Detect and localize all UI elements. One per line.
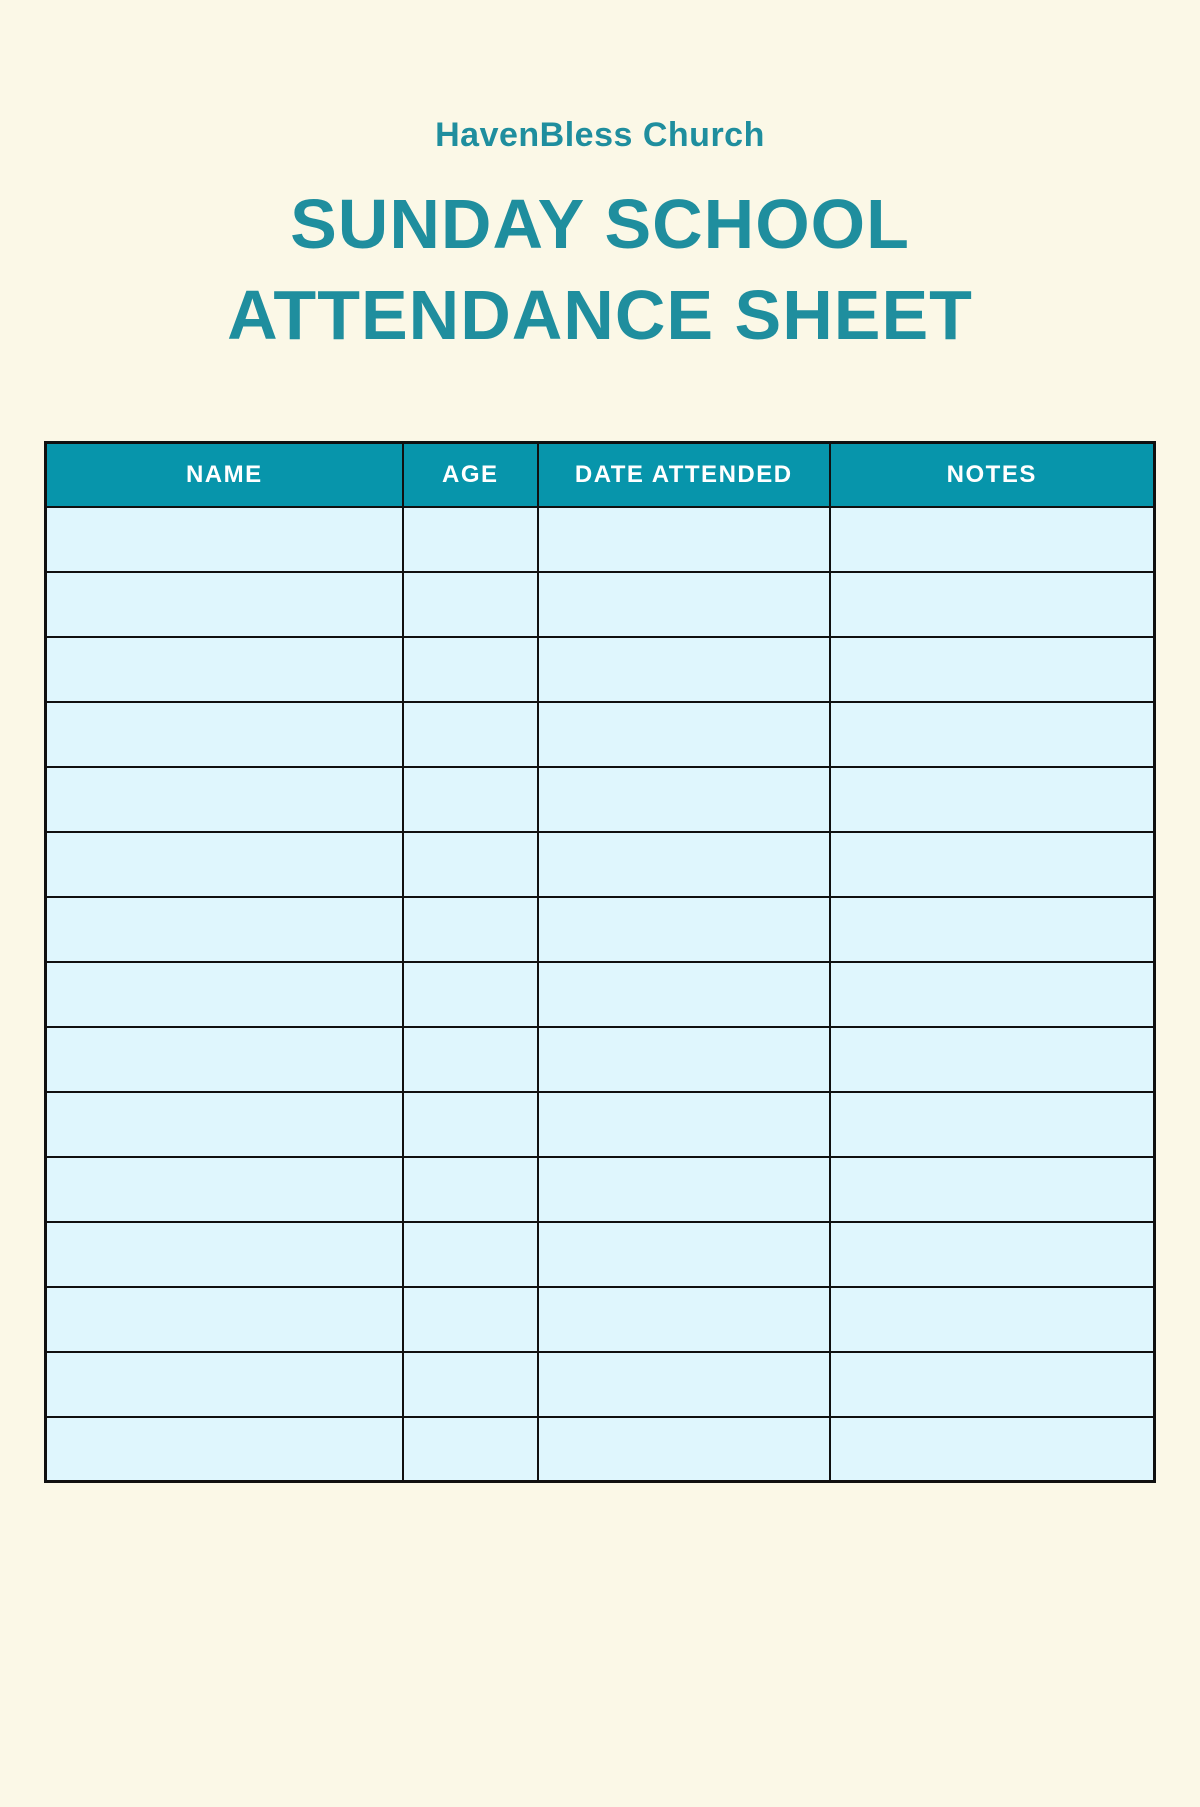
attendance-cell — [46, 1417, 403, 1482]
table-row — [46, 507, 1155, 572]
attendance-cell — [830, 897, 1155, 962]
attendance-cell — [46, 767, 403, 832]
column-header-notes: NOTES — [830, 443, 1155, 507]
attendance-cell — [46, 962, 403, 1027]
attendance-cell — [46, 507, 403, 572]
attendance-cell — [830, 507, 1155, 572]
attendance-cell — [538, 702, 830, 767]
attendance-cell — [538, 1222, 830, 1287]
attendance-cell — [46, 1157, 403, 1222]
attendance-cell — [830, 832, 1155, 897]
attendance-cell — [830, 1222, 1155, 1287]
attendance-cell — [830, 1352, 1155, 1417]
table-row — [46, 1287, 1155, 1352]
header-row — [46, 443, 1155, 507]
table-row — [46, 1222, 1155, 1287]
attendance-cell — [830, 1287, 1155, 1352]
attendance-cell — [46, 897, 403, 962]
attendance-cell — [538, 1287, 830, 1352]
attendance-cell — [538, 1027, 830, 1092]
church-name: HavenBless Church — [435, 116, 765, 154]
sheet-title — [0, 179, 1200, 361]
attendance-cell — [46, 637, 403, 702]
table-row — [46, 1157, 1155, 1222]
attendance-cell — [46, 1287, 403, 1352]
attendance-cell — [830, 1157, 1155, 1222]
attendance-cell — [46, 1092, 403, 1157]
attendance-cell — [46, 1222, 403, 1287]
attendance-cell — [830, 1417, 1155, 1482]
attendance-cell — [538, 1352, 830, 1417]
attendance-cell — [46, 1027, 403, 1092]
table-row — [46, 1027, 1155, 1092]
attendance-cell — [403, 1157, 538, 1222]
table-row — [46, 1092, 1155, 1157]
table-row — [46, 962, 1155, 1027]
attendance-cell — [538, 767, 830, 832]
attendance-cell — [830, 1092, 1155, 1157]
attendance-cell — [830, 962, 1155, 1027]
table-row — [46, 897, 1155, 962]
attendance-cell — [403, 637, 538, 702]
attendance-cell — [403, 1222, 538, 1287]
attendance-cell — [538, 1417, 830, 1482]
attendance-cell — [538, 637, 830, 702]
table-row — [46, 767, 1155, 832]
table-row — [46, 1417, 1155, 1482]
attendance-cell — [403, 832, 538, 897]
attendance-cell — [538, 962, 830, 1027]
attendance-cell — [403, 1287, 538, 1352]
attendance-cell — [538, 1157, 830, 1222]
attendance-cell — [403, 702, 538, 767]
table-row — [46, 702, 1155, 767]
attendance-table-header — [46, 443, 1155, 507]
attendance-cell — [830, 637, 1155, 702]
table-row — [46, 572, 1155, 637]
attendance-cell — [538, 572, 830, 637]
attendance-cell — [830, 767, 1155, 832]
attendance-cell — [403, 897, 538, 962]
sheet-title-line2: ATTENDANCE SHEET — [227, 276, 973, 354]
attendance-cell — [403, 1092, 538, 1157]
table-row — [46, 832, 1155, 897]
column-header-name: NAME — [46, 443, 403, 507]
attendance-cell — [830, 702, 1155, 767]
attendance-table-body — [46, 507, 1155, 1482]
attendance-cell — [538, 507, 830, 572]
sheet-title-line1: SUNDAY SCHOOL — [290, 185, 910, 263]
attendance-cell — [830, 1027, 1155, 1092]
attendance-cell — [46, 572, 403, 637]
attendance-cell — [46, 702, 403, 767]
attendance-cell — [538, 1092, 830, 1157]
attendance-table — [44, 441, 1156, 1483]
attendance-cell — [403, 1417, 538, 1482]
attendance-cell — [403, 1027, 538, 1092]
attendance-cell — [403, 572, 538, 637]
attendance-cell — [46, 832, 403, 897]
attendance-cell — [46, 1352, 403, 1417]
table-row — [46, 637, 1155, 702]
attendance-cell — [538, 832, 830, 897]
attendance-cell — [403, 1352, 538, 1417]
attendance-cell — [830, 572, 1155, 637]
attendance-cell — [403, 962, 538, 1027]
table-row — [46, 1352, 1155, 1417]
column-header-age: AGE — [403, 443, 538, 507]
attendance-cell — [403, 767, 538, 832]
column-header-date-attended: DATE ATTENDED — [538, 443, 830, 507]
attendance-cell — [403, 507, 538, 572]
attendance-cell — [538, 897, 830, 962]
